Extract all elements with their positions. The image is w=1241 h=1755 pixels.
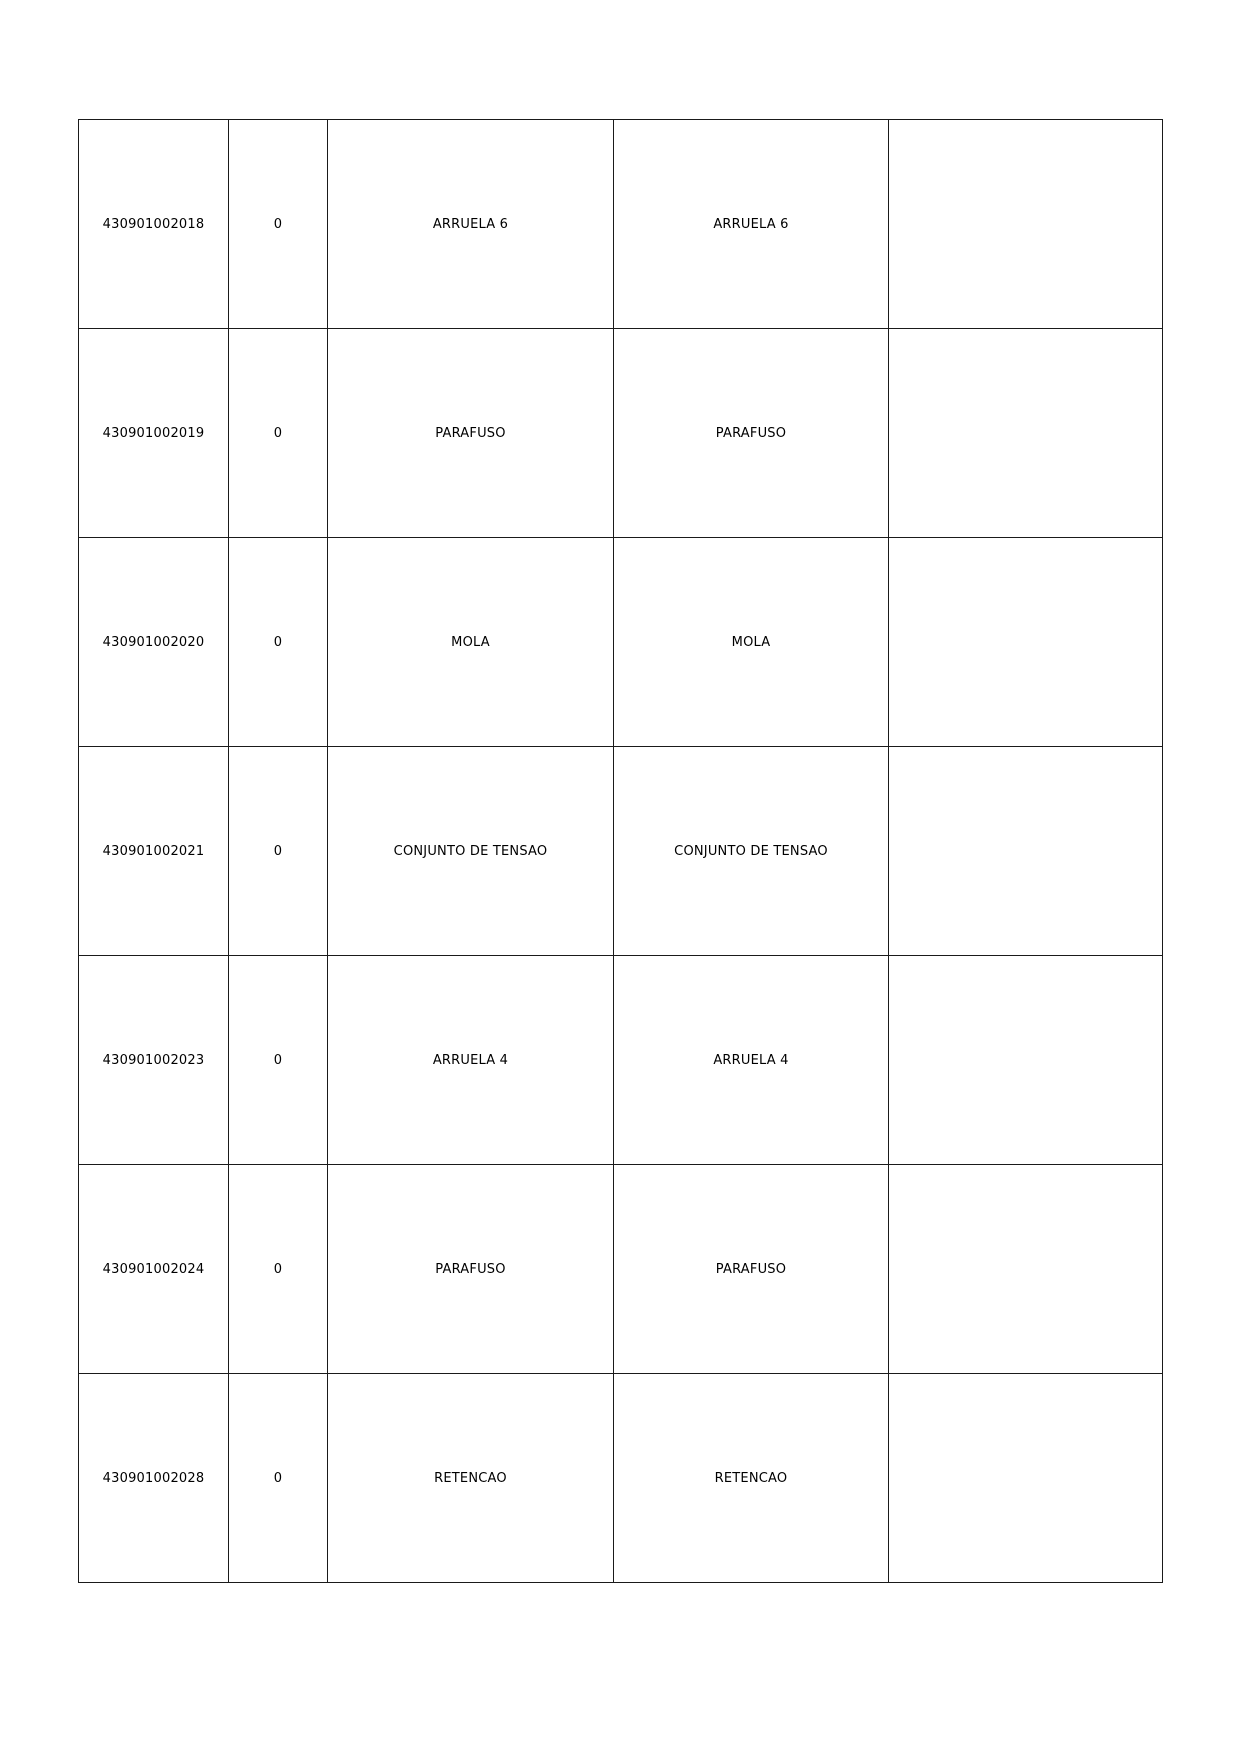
parts-table	[78, 119, 1163, 1583]
quantity-cell: 0	[229, 329, 328, 538]
description-alt-cell: ARRUELA 4	[614, 956, 889, 1165]
part-code-cell: 430901002028	[79, 1374, 229, 1583]
description-alt-cell: ARRUELA 6	[614, 120, 889, 329]
notes-cell	[889, 747, 1163, 956]
table-row	[79, 329, 1163, 538]
part-code-cell: 430901002023	[79, 956, 229, 1165]
table-row	[79, 538, 1163, 747]
quantity-cell: 0	[229, 1165, 328, 1374]
description-cell: PARAFUSO	[328, 1165, 614, 1374]
table-row	[79, 956, 1163, 1165]
notes-cell	[889, 538, 1163, 747]
notes-cell	[889, 120, 1163, 329]
part-code-cell: 430901002024	[79, 1165, 229, 1374]
notes-cell	[889, 329, 1163, 538]
description-alt-cell: RETENCAO	[614, 1374, 889, 1583]
part-code-cell: 430901002020	[79, 538, 229, 747]
description-cell: ARRUELA 4	[328, 956, 614, 1165]
description-cell: PARAFUSO	[328, 329, 614, 538]
part-code-cell: 430901002019	[79, 329, 229, 538]
notes-cell	[889, 1374, 1163, 1583]
table-row	[79, 1165, 1163, 1374]
description-cell: CONJUNTO DE TENSAO	[328, 747, 614, 956]
quantity-cell: 0	[229, 1374, 328, 1583]
description-alt-cell: MOLA	[614, 538, 889, 747]
description-alt-cell: PARAFUSO	[614, 1165, 889, 1374]
part-code-cell: 430901002021	[79, 747, 229, 956]
table-row	[79, 747, 1163, 956]
description-alt-cell: CONJUNTO DE TENSAO	[614, 747, 889, 956]
table-row	[79, 1374, 1163, 1583]
part-code-cell: 430901002018	[79, 120, 229, 329]
quantity-cell: 0	[229, 747, 328, 956]
table-row	[79, 120, 1163, 329]
notes-cell	[889, 1165, 1163, 1374]
notes-cell	[889, 956, 1163, 1165]
description-cell: MOLA	[328, 538, 614, 747]
description-cell: ARRUELA 6	[328, 120, 614, 329]
quantity-cell: 0	[229, 956, 328, 1165]
quantity-cell: 0	[229, 538, 328, 747]
description-cell: RETENCAO	[328, 1374, 614, 1583]
quantity-cell: 0	[229, 120, 328, 329]
description-alt-cell: PARAFUSO	[614, 329, 889, 538]
